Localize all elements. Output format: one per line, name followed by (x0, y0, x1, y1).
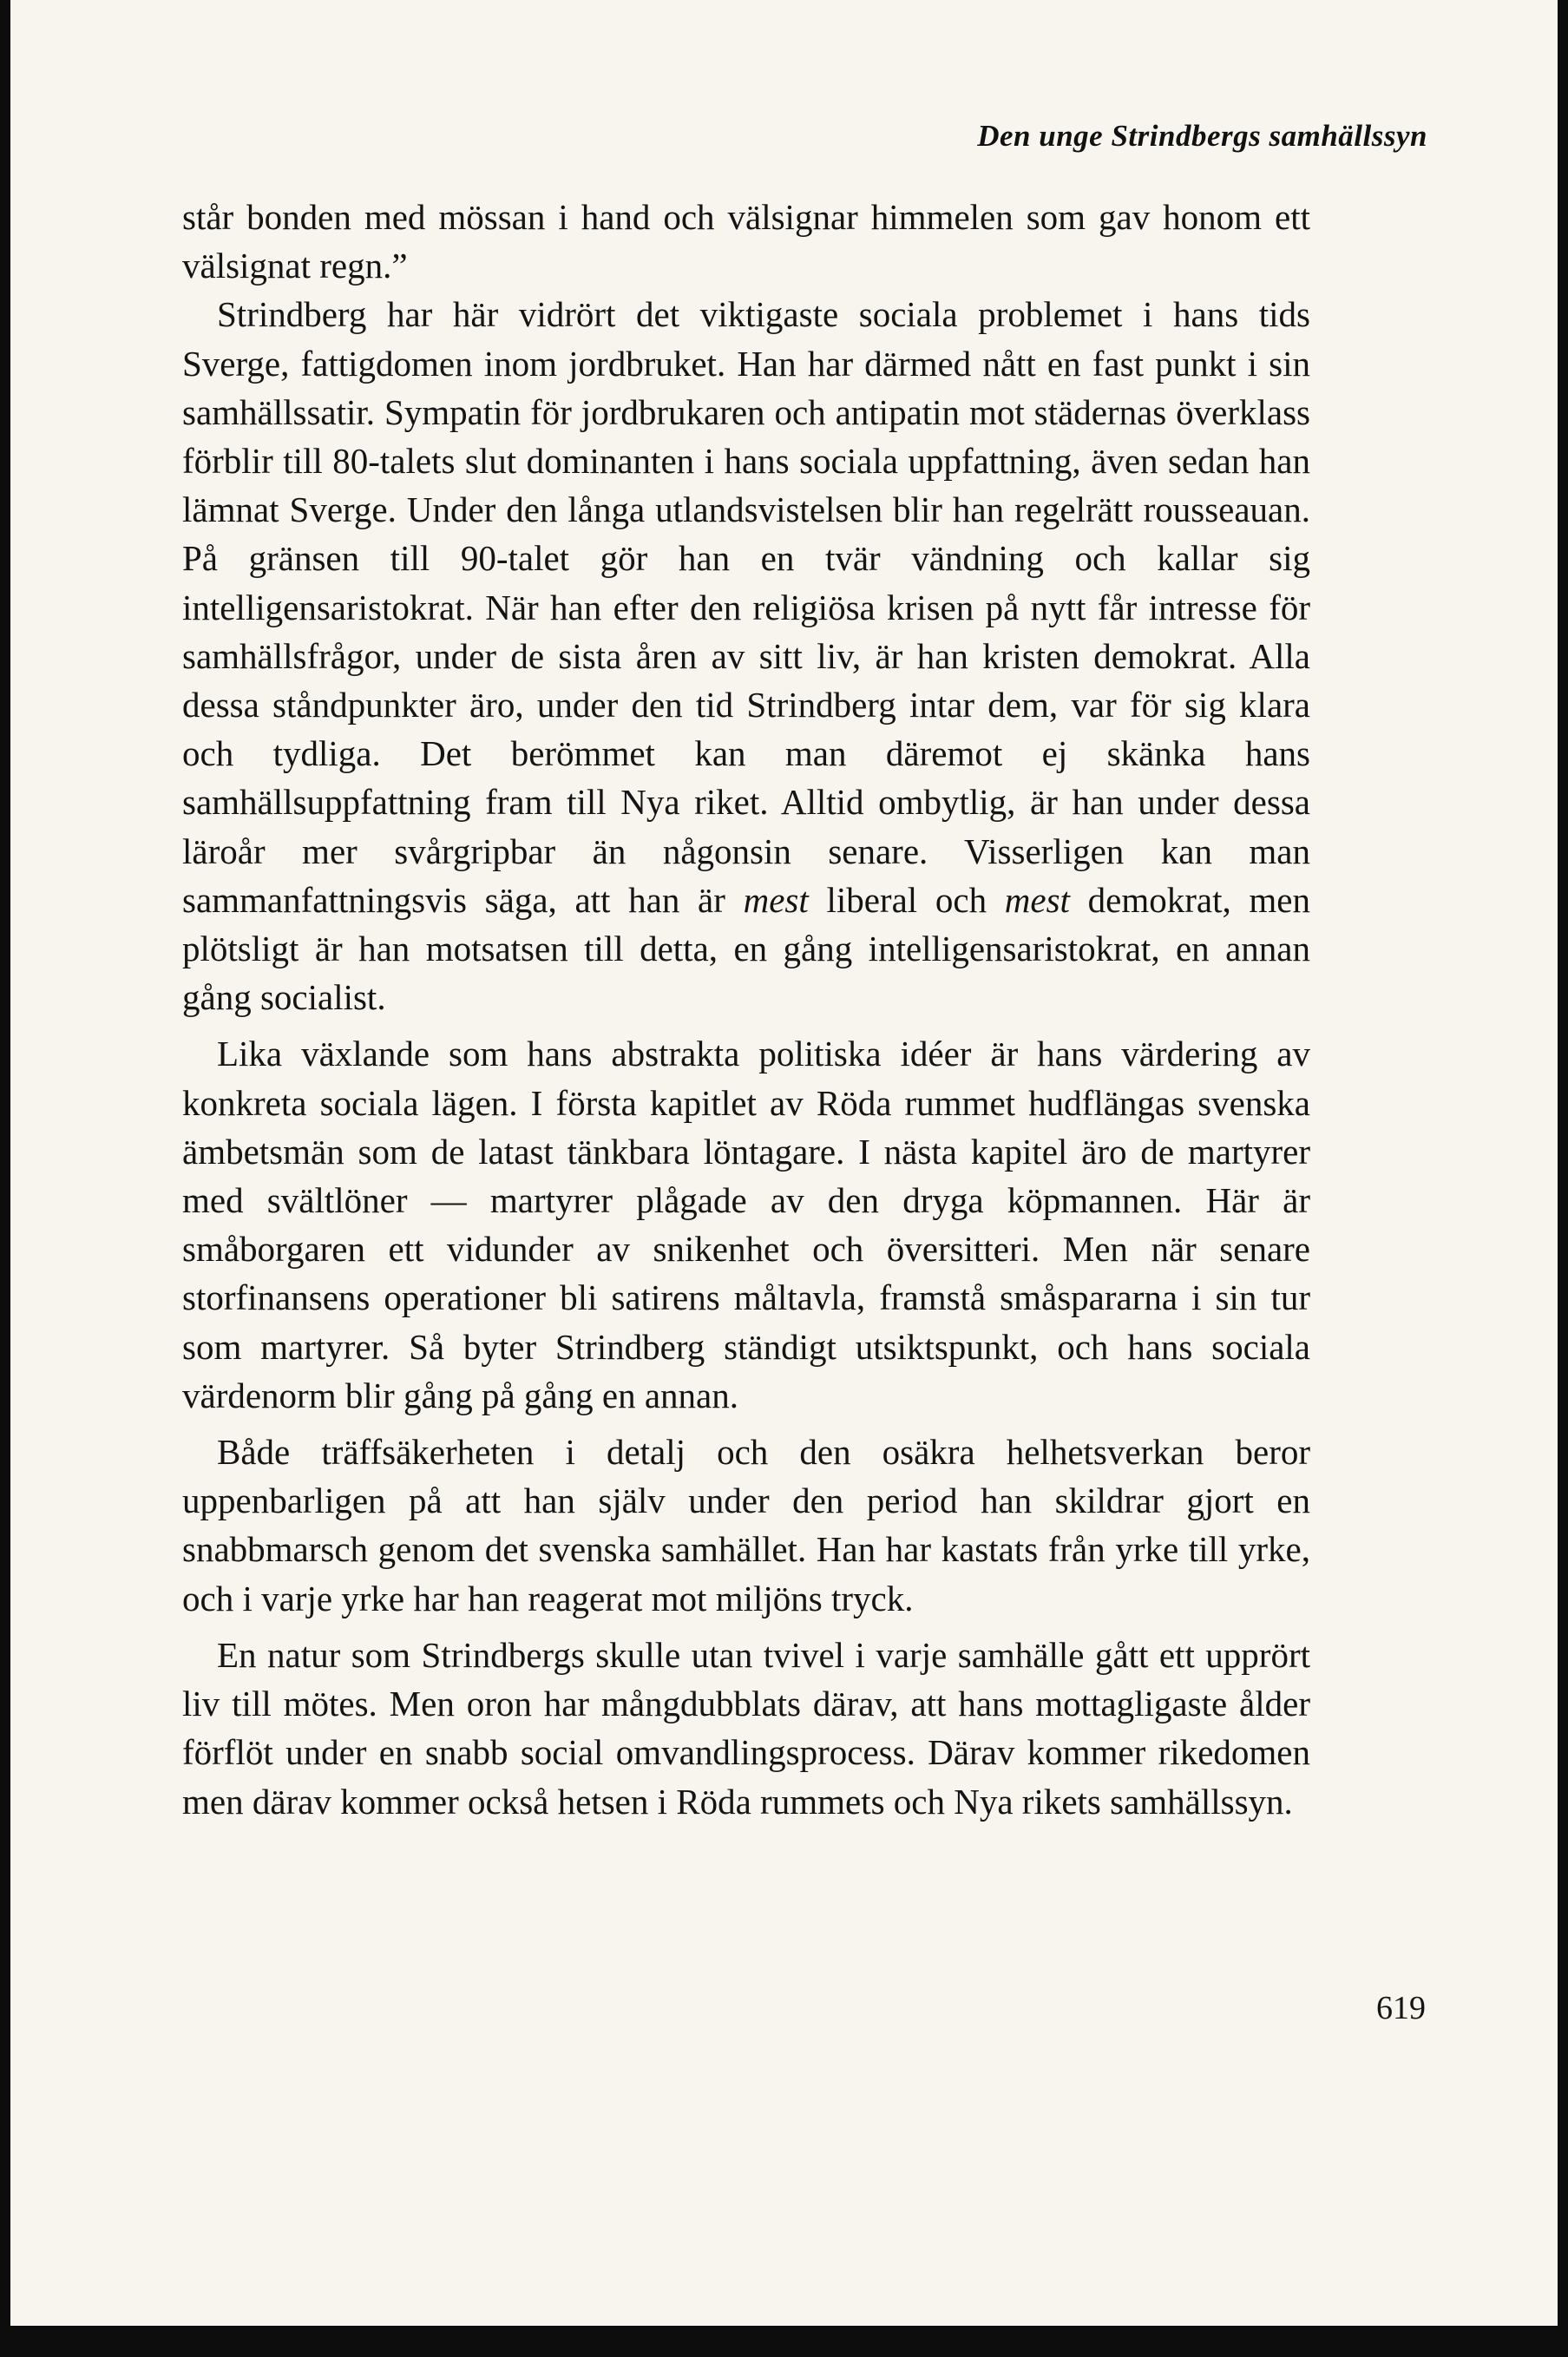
paragraph-1 (182, 193, 1310, 290)
paragraph-4 (182, 1428, 1310, 1623)
paragraph-1-text: står bonden med mössan i hand och välsignar himmelen som gav honom ett välsignat regn.” (182, 197, 1310, 286)
paragraph-5-text: En natur som Strindbergs skulle utan tvivel i varje samhälle gått ett upprört liv till mötes. Men oron har mångdubblats därav, att hans mottagligaste ålder förflöt under en snabb social omvandlingsprocess. Därav kommer rikedomen men därav kommer också hetsen i Röda rummets och Nya rikets samhällssyn. (182, 1634, 1310, 1822)
book-page (10, 0, 1558, 2326)
paragraph-2-text-a: Strindberg har här vidrört det viktigaste sociala problemet i hans tids Sverge, fattigdomen inom jordbruket. Han har därmed nått en fast punkt i sin samhällssatir. Sympatin för jordbrukaren och antipatin mot städernas överklass förblir till 80-talets slut dominanten i hans sociala uppfattning, även sedan han lämnat Sverge. Under den långa utlandsvistelsen blir han regelrätt rousseauan. På gränsen till 90-talet gör han en tvär vändning och kallar sig intelligensaristokrat. När han efter den religiösa krisen på nytt får intresse för samhällsfrågor, under de sista åren av sitt liv, är han kristen demokrat. Alla dessa ståndpunkter äro, under den tid Strindberg intar dem, var för sig klara och tydliga. Det berömmet kan man däremot ej skänka hans samhällsuppfattning fram till Nya riket. Alltid ombytlig, är han under dessa läroår mer svårgripbar än någonsin senare. Visserligen kan man sammanfattningsvis säga, att han är (182, 294, 1310, 920)
paragraph-2-emphasis-mest-2: mest (1004, 879, 1070, 920)
paragraph-3-text: Lika växlande som hans abstrakta politiska idéer är hans värdering av konkreta sociala lägen. I första kapitlet av Röda rummet hudflängas svenska ämbetsmän som de latast tänkbara löntagare. I nästa kapitel äro de martyrer med svältlöner — martyrer plågade av den dryga köpmannen. Här är småborgaren ett vidunder av snikenhet och översitteri. Men när senare storfinansens operationer bli satirens måltavla, framstå småspararna i sin tur som martyrer. Så byter Strindberg ständigt utsiktspunkt, och hans sociala värdenorm blir gång på gång en annan. (182, 1034, 1310, 1415)
paragraph-3 (182, 1029, 1310, 1420)
paragraph-2-text-c: demokrat, men plötsligt är han motsatsen till detta, en gång intelligensaristokrat, en annan gång socialist. (182, 879, 1311, 1018)
paragraph-5 (182, 1631, 1310, 1826)
paragraph-2-emphasis-mest-1: mest (743, 879, 809, 920)
page-number: 619 (1376, 1990, 1426, 2026)
paragraph-2 (182, 290, 1310, 1021)
running-head: Den unge Strindbergs samhällssyn (977, 119, 1427, 153)
body-text (182, 193, 1310, 1826)
paragraph-4-text: Både träffsäkerheten i detalj och den osäkra helhetsverkan beror uppenbarligen på att han själv under den period han skildrar gjort en snabbmarsch genom det svenska samhället. Han har kastats från yrke till yrke, och i varje yrke har han reagerat mot miljöns tryck. (182, 1432, 1310, 1618)
paragraph-2-text-b: liberal och (808, 879, 1005, 920)
